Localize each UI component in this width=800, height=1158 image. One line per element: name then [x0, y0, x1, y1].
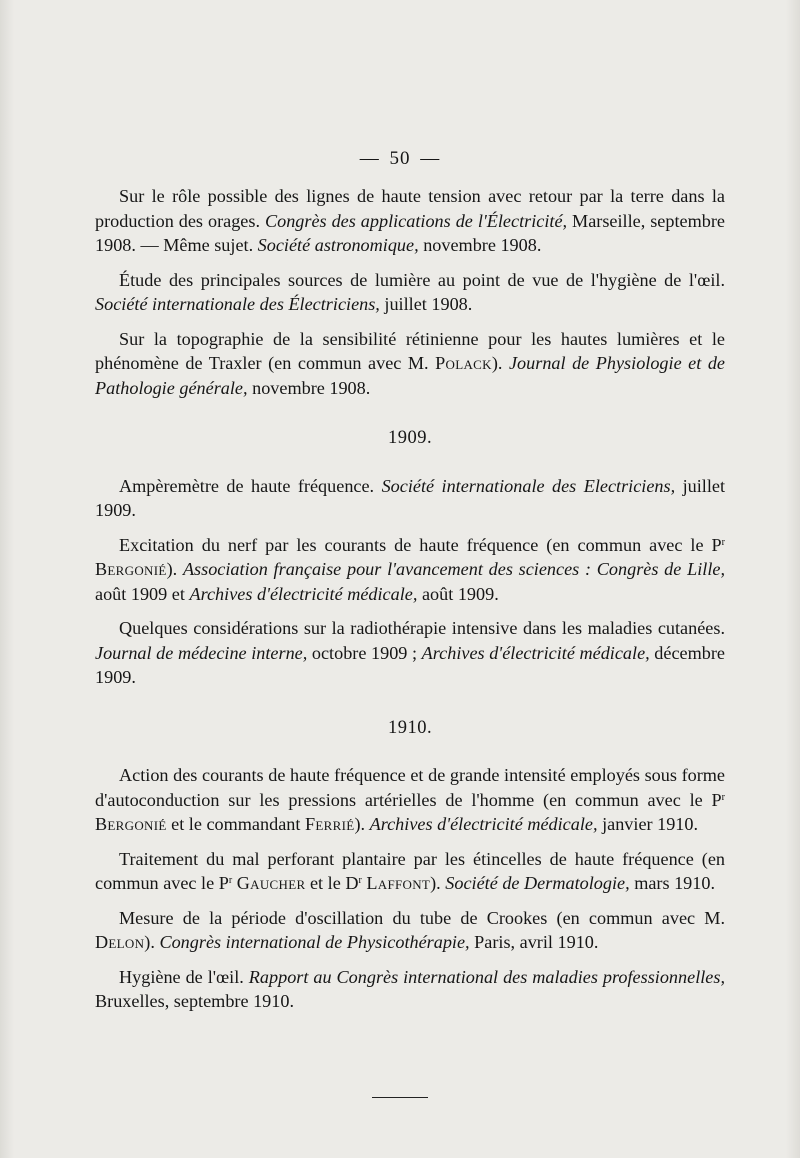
- title-abbrev: r: [721, 536, 725, 548]
- publication-venue: Archives d'électricité médicale,: [189, 583, 418, 604]
- publication-venue: Archives d'électricité médicale,: [421, 642, 650, 663]
- publication-venue: Société internationale des Électriciens,: [95, 294, 380, 314]
- publication-venue: Journal de médecine interne,: [95, 642, 308, 663]
- author-name: Ferrié: [304, 814, 355, 834]
- publication-venue: Congrès international de Physicothérapie,: [159, 932, 470, 952]
- publication-entry: Hygiène de l'œil. Rapport au Congrès international des maladies professionnelles, Bruxelles, septembre 1910.: [95, 966, 725, 1011]
- year-heading: 1909.: [387, 428, 433, 448]
- author-name: Polack: [435, 353, 492, 373]
- publication-venue: Association française pour l'avancement des sciences : Congrès de Lille,: [182, 559, 725, 579]
- publication-entry: Excitation du nerf par les courants de haute fréquence (en commun avec le $P^r$ Bergonié). Association française pour l'avancement des sciences : Congrès de Lille, août 1909 et Archives d'électricité médicale, août 1909.: [95, 534, 725, 604]
- publication-entry: Action des courants de haute fréquence et de grande intensité employés sous forme d'autoconduction sur les pressions artérielles de l'homme (en commun avec le $P^r$ Bergonié et le commandant Ferrié). Archives d'électricité médicale, janvier 1910.: [95, 765, 725, 834]
- publication-venue: Société internationale des Electriciens,: [381, 475, 676, 496]
- year-heading: 1910.: [387, 717, 433, 738]
- publication-entry: Étude des principales sources de lumière au point de vue de l'hygiène de l'œil. Société internationale des Électriciens, juillet 1908.: [95, 269, 725, 314]
- author-name: Delon: [95, 932, 145, 952]
- publication-list: [95, 184, 725, 1024]
- publication-entry: Traitement du mal perforant plantaire par les étincelles de haute fréquence (en commun avec le $P^r$ Gaucher et le $D^r$ Laffont). Société de Dermatologie, mars 1910.: [95, 848, 725, 893]
- publication-entry: Ampèremètre de haute fréquence. Société internationale des Electriciens, juillet 1909.: [95, 475, 726, 520]
- end-rule: [372, 1097, 428, 1098]
- title-abbrev: r: [228, 875, 233, 886]
- publication-entry: Sur la topographie de la sensibilité rétinienne pour les hautes lumières et le phénomène de Traxler (en commun avec M. Polack). Journal de Physiologie et de Pathologie générale, novembre 1908.: [95, 328, 725, 398]
- author-name: Bergonié: [95, 559, 167, 579]
- publication-venue: Rapport au Congrès international des maladies professionnelles,: [248, 966, 725, 987]
- publication-entry: Sur le rôle possible des lignes de haute tension avec retour par la terre dans la production des orages. Congrès des applications de l'Électricité, Marseille, septembre 1908. — Même sujet. Société astronomique, novembre 1908.: [95, 186, 725, 255]
- title-abbrev: r: [358, 875, 362, 886]
- publication-entry: Quelques considérations sur la radiothérapie intensive dans les maladies cutanées. Journal de médecine interne, octobre 1909 ; Archives d'électricité médicale, décembre 1909.: [95, 618, 725, 687]
- publication-entry: Mesure de la période d'oscillation du tube de Crookes (en commun avec M. Delon). Congrès international de Physicothérapie, Paris, avril 1910.: [95, 907, 725, 952]
- author-name: Gaucher: [236, 873, 306, 893]
- page-number-value: 50: [389, 148, 411, 169]
- publication-venue: Société de Dermatologie,: [445, 873, 630, 893]
- author-name: Bergonié: [95, 814, 167, 834]
- page-number: — 50 —: [359, 148, 441, 169]
- publication-venue: Congrès des applications de l'Électricité,: [264, 210, 568, 231]
- title-abbrev: r: [721, 791, 725, 803]
- publication-venue: Société astronomique,: [257, 235, 419, 255]
- publication-venue: Journal de Physiologie et de Pathologie générale,: [95, 353, 725, 398]
- author-name: Laffont: [366, 873, 431, 893]
- publication-venue: Archives d'électricité médicale,: [369, 814, 598, 834]
